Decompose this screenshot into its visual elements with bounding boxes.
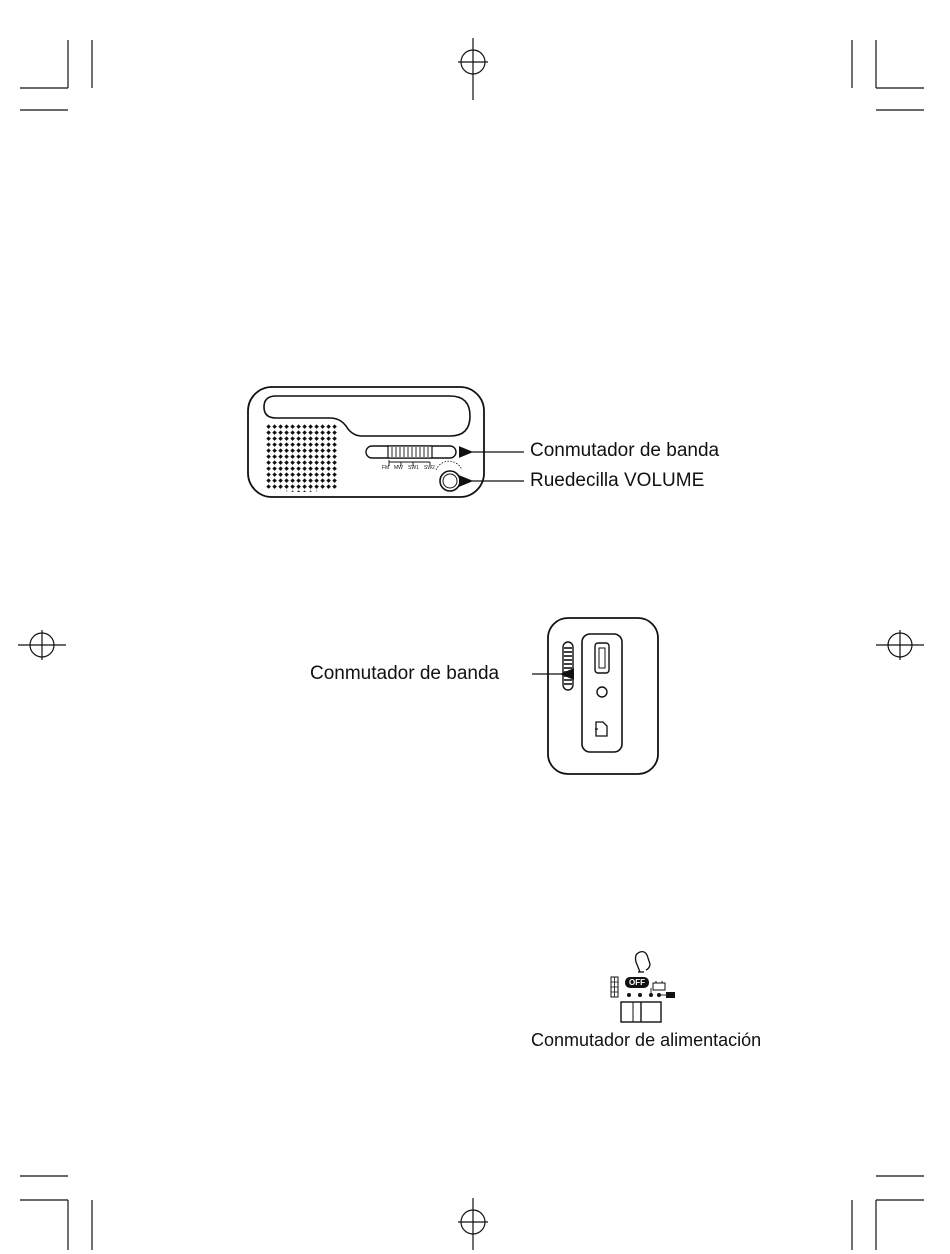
band-mark-fm: FM: [382, 465, 390, 471]
side-band-switch-label: Conmutador de banda: [310, 663, 500, 684]
position-dot-2: [638, 993, 642, 997]
hand-crank-icon: [636, 952, 651, 972]
band-mark-mw: MW: [394, 465, 403, 471]
off-badge-label: OFF: [629, 978, 645, 987]
band-mark-sw1: SW1: [408, 465, 419, 471]
volume-wheel-label: Ruedecilla VOLUME: [530, 470, 705, 491]
front-band-switch-label: Conmutador de banda: [530, 440, 720, 461]
position-dot-1: [627, 993, 631, 997]
power-switch-label: Conmutador de alimentación: [531, 1030, 762, 1050]
position-dot-4: [657, 993, 661, 997]
band-mark-sw2: SW2: [424, 465, 435, 471]
dc-plug-icon: [666, 992, 675, 998]
position-dot-3: [649, 993, 653, 997]
battery-icon: [653, 983, 665, 990]
